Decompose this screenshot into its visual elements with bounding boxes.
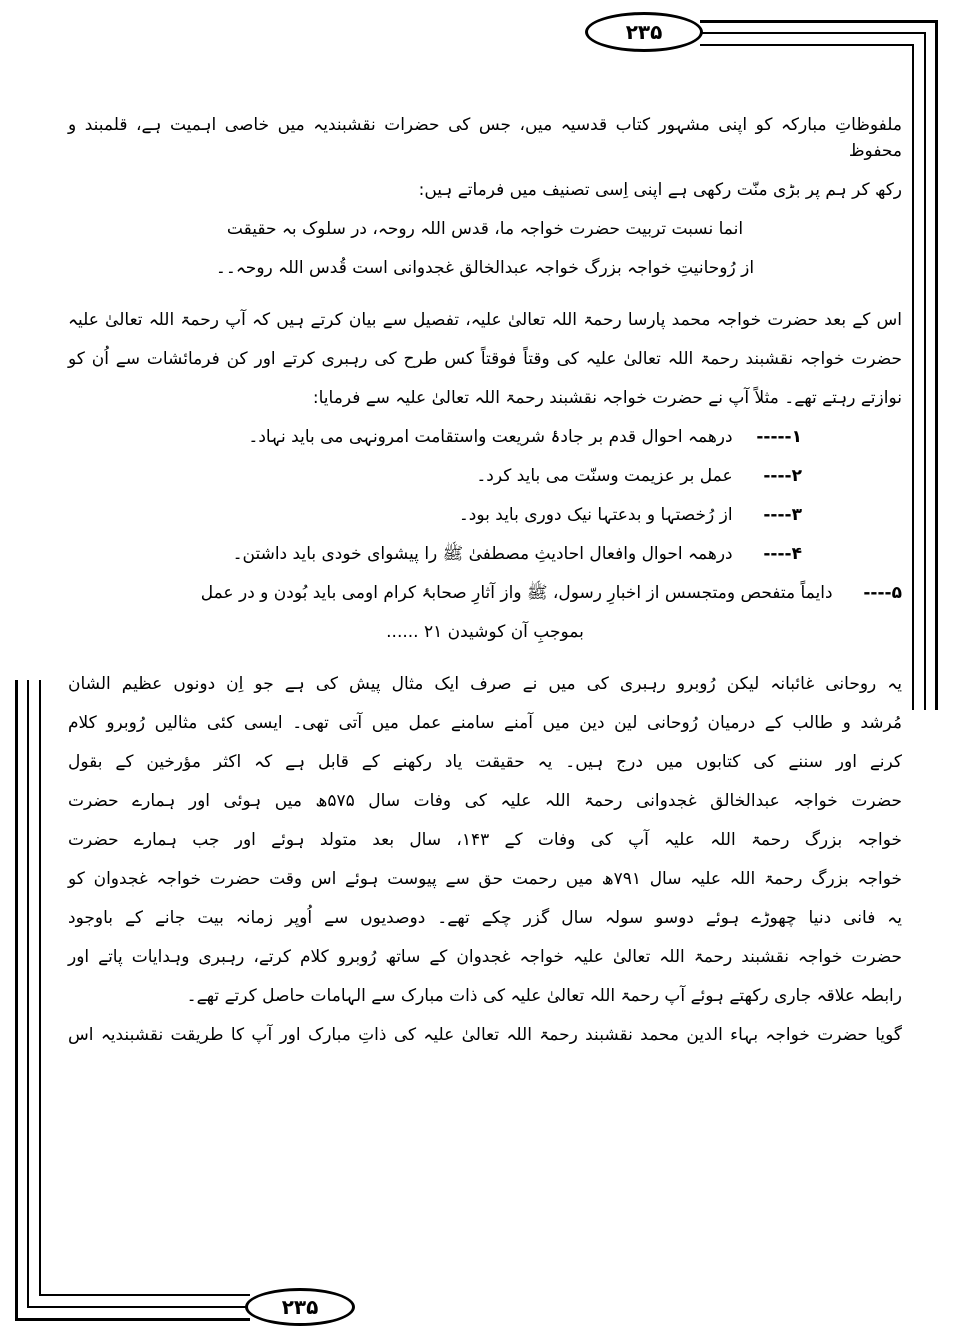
page-number-bottom bbox=[245, 1288, 355, 1326]
frame-line bbox=[15, 1318, 250, 1321]
text-line: حضرت خواجہ نقشبند رحمۃ اللہ تعالیٰ علیہ کی وقتاً فوقتاً کس طرح کی رہبری کرتے اور کن فرمائشات سے اُن کو bbox=[68, 349, 902, 369]
item-text: درھمہ احوال وافعال احادیثِ مصطفیٰ ﷺ را پیشوای خودی باید داشتن۔ bbox=[232, 544, 733, 564]
text-line: خواجہ بزرگ رحمۃ اللہ علیہ آپ کی وفات کے ۱۴۳، سال بعد متولد ہوئے اور جب ہمارے حضرت bbox=[68, 830, 902, 850]
list-item bbox=[68, 424, 902, 450]
frame-line bbox=[27, 1306, 250, 1308]
item-text: دایماً متفحص ومتجسس از اخبارِ رسول، ﷺ واز آثارِ صحابۂ کرام اومی باید بُودن و در عمل bbox=[200, 583, 833, 603]
frame-line bbox=[700, 20, 938, 23]
item-number: ۴---- bbox=[763, 544, 802, 564]
text-line: رکھ کر ہم پر بڑی منّت رکھی ہے اپنی اِسی تصنیف میں فرماتے ہیں: bbox=[418, 180, 902, 200]
quote-line: از رُوحانیتِ خواجہ بزرگ خواجہ عبدالخالق غجدوانی است قُدس اللہ روحہ۔۔ bbox=[215, 258, 755, 278]
text-line: یہ روحانی غائبانہ لیکن رُوبرو رہبری کی میں نے صرف ایک مثال پیش کی ہے جو اِن دونوں عظیم الشان bbox=[68, 674, 902, 694]
text-line: ملفوظاتِ مبارکہ کو اپنی مشہور کتاب قدسیہ میں، جس کی حضرات نقشبندیہ میں خاصی اہمیت ہے، قلمبند و محفوظ bbox=[68, 115, 902, 161]
text-line: حضرت خواجہ عبدالخالق غجدوانی رحمۃ اللہ علیہ کی وفات سال ۵۷۵ھ میں ہوئی اور ہمارے حضرت bbox=[68, 791, 902, 811]
quote-line: انما نسبت تربیت حضرت خواجہ ما، قدس اللہ روحہ، در سلوک بہ حقیقت bbox=[226, 219, 744, 239]
frame-line bbox=[15, 680, 18, 1320]
page-number-text: ۲۳۵ bbox=[625, 20, 663, 44]
frame-line bbox=[935, 20, 938, 710]
text-line: خواجہ بزرگ رحمۃ اللہ علیہ سال ۷۹۱ھ میں رحمت حق سے پیوست ہوئے اس وقت حضرت خواجہ غجدوان کو bbox=[68, 869, 902, 889]
frame-line bbox=[39, 1294, 250, 1296]
frame-line bbox=[924, 32, 926, 710]
page-number-top bbox=[585, 12, 703, 52]
list-item bbox=[68, 580, 902, 606]
text-line: نوازتے رہتے تھے۔ مثلاً آپ نے حضرت خواجہ نقشبند رحمۃ اللہ تعالیٰ علیہ سے فرمایا: bbox=[312, 388, 902, 408]
item-number: ۱----- bbox=[756, 427, 802, 447]
frame-line bbox=[27, 680, 29, 1308]
list-item bbox=[68, 463, 902, 489]
page-number-text: ۲۳۵ bbox=[281, 1295, 319, 1319]
item-number: ۳---- bbox=[763, 505, 802, 525]
text-line: کرنے اور سننے کی کتابوں میں درج ہیں۔ یہ حقیقت یاد رکھنے کے قابل ہے کہ اکثر مؤرخین کے بقول bbox=[68, 752, 902, 772]
text-line: یہ فانی دنیا چھوڑے ہوئے دوسو سولہ سال گزر چکے تھے۔ دوصدیوں سے اُوپر زمانہ بیت جانے کے باوجود bbox=[68, 908, 902, 928]
item-text: عمل بر عزیمت وسنّت می باید کرد۔ bbox=[476, 466, 733, 486]
frame-line bbox=[700, 32, 926, 34]
item-number: ۵---- bbox=[863, 583, 902, 603]
list-item bbox=[68, 502, 902, 528]
text-line: گویا حضرت خواجہ بہاء الدین محمد نقشبند رحمۃ اللہ تعالیٰ علیہ کی ذاتِ مبارک اور آپ کا طریقت نقشبندیہ اس bbox=[68, 1025, 902, 1045]
frame-line bbox=[912, 44, 914, 710]
text-line: اس کے بعد حضرت خواجہ محمد پارسا رحمۃ اللہ تعالیٰ علیہ، تفصیل سے بیان کرتے ہیں کہ آپ رحمۃ اللہ تعالیٰ علیہ bbox=[68, 310, 902, 330]
item-text: درھمہ احوال قدم بر جادۂ شریعت واستقامت امرونہی می باید نہاد۔ bbox=[248, 427, 733, 447]
text-line: مُرشد و طالب کے درمیان رُوحانی لین دین میں آمنے سامنے عمل میں آتی تھی۔ ایسی کئی مثالیں رُوبرو کلام bbox=[68, 713, 902, 733]
item-number: ۲---- bbox=[763, 466, 802, 486]
page-body bbox=[68, 112, 902, 1061]
frame-line bbox=[700, 44, 914, 46]
text-line: رابطہ علاقہ جاری رکھتے ہوئے آپ رحمۃ اللہ تعالیٰ علیہ کی ذات مبارک سے الہامات حاصل کرتے تھے۔ bbox=[186, 986, 902, 1006]
item-text: از رُخصتہا و بدعتہا نیک دوری باید بود۔ bbox=[458, 505, 733, 525]
list-item bbox=[68, 541, 902, 567]
frame-line bbox=[39, 680, 41, 1296]
text-line: حضرت خواجہ نقشبند رحمۃ اللہ تعالیٰ علیہ خواجہ غجدوان کے ساتھ رُوبرو کلام کرتے، رہبری وہدایات پاتے اور bbox=[68, 947, 902, 967]
item-continuation: بموجبِ آن کوشیدن ۲۱ ...... bbox=[386, 622, 584, 642]
